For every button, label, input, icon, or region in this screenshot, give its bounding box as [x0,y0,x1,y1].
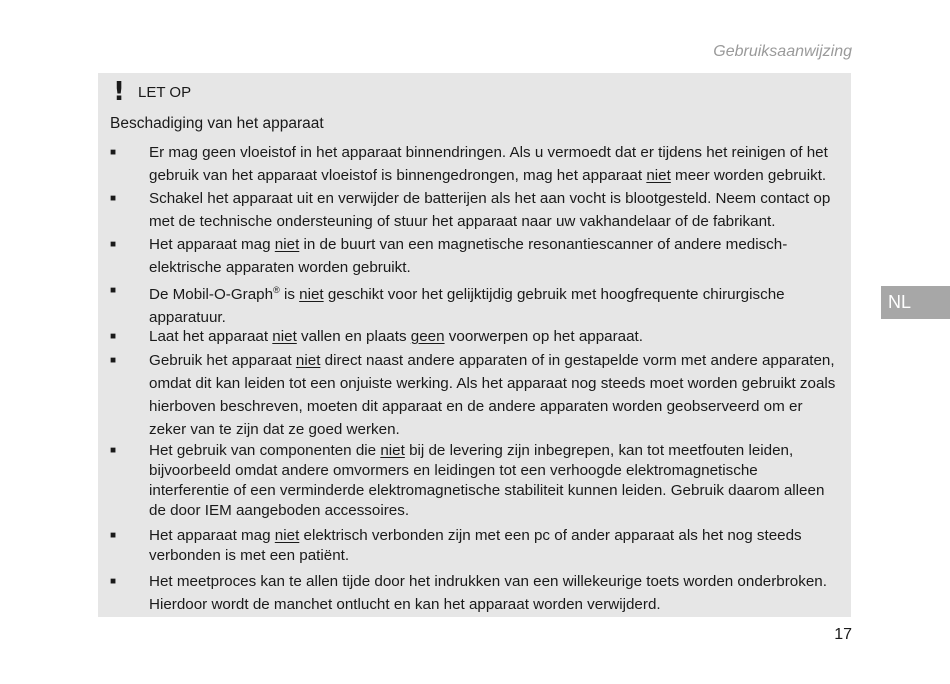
warning-label: LET OP [138,83,192,101]
exclamation-icon: ! [113,77,125,107]
language-tab-label: NL [888,292,912,312]
list-item-text: Laat het apparaat niet vallen en plaats geen voorwerpen op het apparaat. [149,328,643,345]
bullet-icon: ■ [110,239,117,250]
bullet-icon: ■ [110,576,117,587]
bullet-icon: ■ [110,355,117,366]
language-tab-nl [881,286,950,319]
list-item-text: Het gebruik van componenten die niet bij de levering zijn inbegrepen, kan tot meetfouten leiden, bijvoorbeeld omdat andere omvormers en leidingen tot een verhoogde elektromagnetische interferentie of een verminderde elektromagnetische stabiliteit kunnen leiden. Gebruik daarom alleen de door IEM aangeboden accessoires. [149,442,825,519]
bullet-icon: ■ [110,530,117,541]
list-item-text: De Mobil-O-Graph® is niet geschikt voor het gelijktijdig gebruik met hoogfrequente chirurgische apparatuur. [149,285,785,327]
bullet-icon: ■ [110,147,117,158]
warning-header [112,79,191,105]
bullet-icon: ■ [110,331,117,342]
list-item-text: Het meetproces kan te allen tijde door het indrukken van een willekeurige toets worden onderbroken. Hierdoor wordt de manchet ontlucht en kan het apparaat worden verwijderd. [149,573,827,613]
list-item-text: Schakel het apparaat uit en verwijder de batterijen als het aan vocht is blootgesteld. Neem contact op met de technische ondersteuning of stuur het apparaat naar uw vakhandelaar of de fabrikant. [149,190,831,230]
list-item-text: Er mag geen vloeistof in het apparaat binnendringen. Als u vermoedt dat er tijdens het reinigen of het gebruik van het apparaat vloeistof is binnengedrongen, mag het apparaat niet meer worden gebruikt. [149,144,828,184]
list-item-text: Het apparaat mag niet elektrisch verbonden zijn met een pc of ander apparaat als het nog steeds verbonden is met een patiënt. [149,527,802,564]
bullet-icon: ■ [110,193,117,204]
document-header-title: Gebruiksaanwijzing [713,43,852,60]
bullet-icon: ■ [110,445,117,456]
page-number: 17 [834,626,852,643]
warning-box [98,73,851,617]
list-item-text: Het apparaat mag niet in de buurt van een magnetische resonantiescanner of andere medisch-elektrische apparaten worden gebruikt. [149,236,788,276]
warning-subtitle: Beschadiging van het apparaat [110,115,324,132]
bullet-icon: ■ [110,285,117,296]
list-item-text: Gebruik het apparaat niet direct naast andere apparaten of in gestapelde vorm met andere apparaten, omdat dit kan leiden tot een onjuiste werking. Als het apparaat nog steeds moet worden gebruikt zoals hierboven beschreven, moeten dit apparaat en de andere apparaten worden geobserveerd om er zeker van te zijn dat ze goed werken. [149,352,836,438]
